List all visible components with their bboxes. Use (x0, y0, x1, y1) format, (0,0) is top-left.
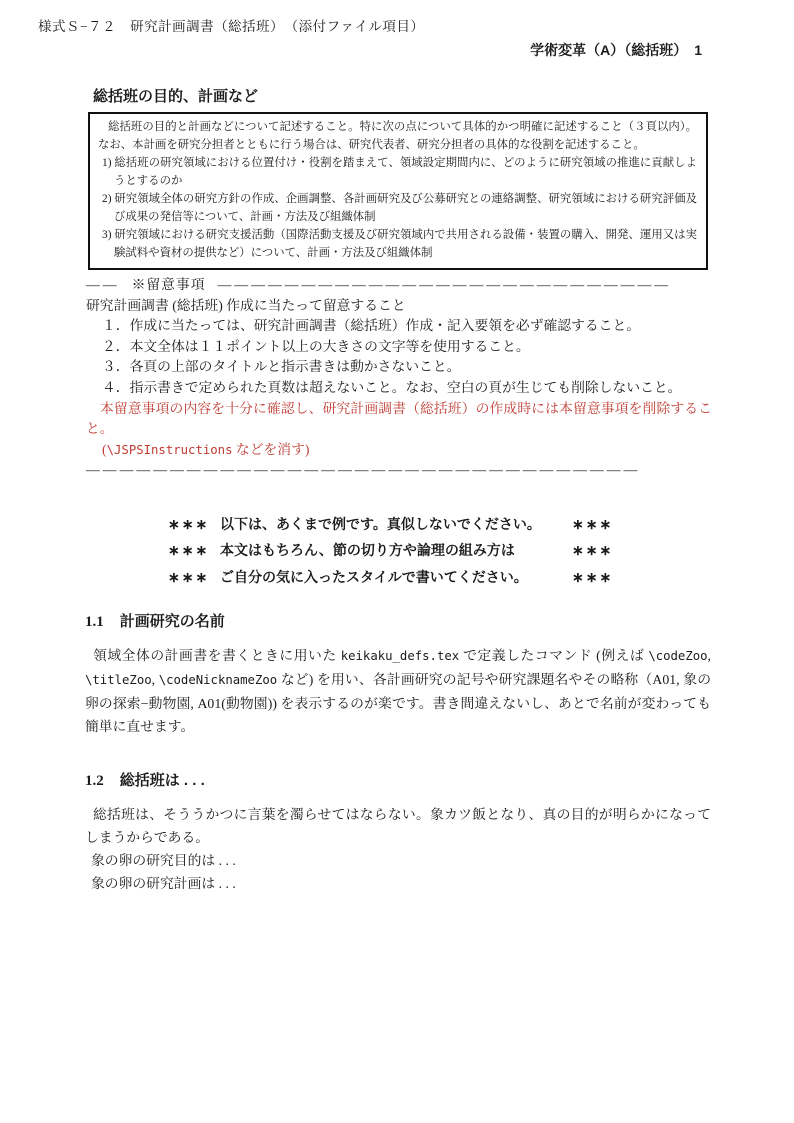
instruction-intro: 総括班の目的と計画などについて記述すること。特に次の点について具体的かつ明確に記述すること（３頁以内）。なお、本計画を研究分担者とともに行う場合は、研究代表者、研究分担者の具体的な役割を記述すること。 (98, 121, 697, 151)
banner-row (168, 511, 794, 538)
instruction-item: 2) 研究領域全体の研究方針の作成、企画調整、各計画研究及び公募研究との連絡調整、研究領域における研究評価及び成果の発信等について、計画・方法及び組織体制 (102, 193, 697, 223)
text-run: 総括班は、そううかつに言葉を濁らせてはならない。象カツ飯となり、真の目的が明らかになってしまうからである。 (85, 807, 711, 846)
paragraph (85, 872, 711, 895)
star-decoration: ∗∗∗ (168, 542, 210, 559)
section-1-2 (85, 769, 711, 895)
section-number: 1.2 (85, 773, 104, 790)
inline-code: \titleZoo (85, 673, 152, 688)
form-number-label: 様式Ｓ−７２ 研究計画調書（総括班） （添付ファイル項目） (38, 19, 425, 34)
notes-title: 研究計画調書 (総括班) 作成に当たって留意すること (86, 297, 406, 313)
inline-code: \JSPSInstructions (106, 442, 233, 457)
text-run: 象の卵の研究目的は . . . (91, 853, 236, 869)
instruction-box (88, 112, 708, 270)
notes-block (86, 275, 712, 481)
inline-code: \codeNicknameZoo (158, 673, 278, 688)
banner-text: ご自分の気に入ったスタイルで書いてください。 (220, 568, 528, 585)
text-run: など) を用い、各計画研究の記号や研究課題名やその略称（A01, 象の卵の探索−動物園, A01(動物園)) を表示するのが楽です。書き間違えないし、あとで名前が変わっても簡単に直せます。 (85, 672, 711, 735)
dash-decoration: ——————————————————————————— (217, 277, 672, 292)
text-run: , (151, 672, 159, 688)
section-number: 1.1 (85, 614, 104, 631)
section-1-1 (85, 610, 711, 738)
note-item: ３．各頁の上部のタイトルと指示書きは動かさないこと。 (102, 359, 461, 375)
paragraph (85, 849, 711, 872)
star-decoration: ∗∗∗ (168, 568, 210, 585)
banner-text: 本文はもちろん、節の切り方や論理の組み方は (220, 542, 515, 559)
text-run: 象の卵の研究計画は . . . (91, 876, 236, 892)
box-section-title: 総括班の目的、計画など (93, 88, 259, 105)
star-decoration: ∗∗∗ (572, 515, 614, 532)
note-item: ４．指示書きで定められた頁数は超えないこと。なお、空白の頁が生じても削除しないこと。 (102, 379, 682, 395)
notes-label: ※留意事項 (131, 277, 206, 292)
star-decoration: ∗∗∗ (168, 515, 210, 532)
star-decoration: ∗∗∗ (572, 568, 614, 585)
closing-divider: ————————————————————————————————— (86, 462, 641, 478)
text-run: 領域全体の計画書を書くときに用いた (93, 648, 341, 664)
banner-text: 以下は、あくまで例です。真似しないでください。 (220, 515, 541, 532)
banner-row (168, 537, 794, 564)
section-title-text: 計画研究の名前 (119, 613, 225, 631)
note-item: １．作成に当たっては、研究計画調書（総括班）作成・記入要領を必ず確認すること。 (102, 318, 641, 334)
text-run: , (707, 648, 711, 664)
paren-open: ( (102, 441, 107, 457)
inline-code: \codeZoo (648, 649, 708, 664)
star-decoration: ∗∗∗ (572, 542, 614, 559)
paragraph (85, 644, 711, 738)
notes-divider (86, 275, 712, 296)
inline-code: keikaku_defs.tex (340, 649, 460, 664)
section-heading (85, 769, 711, 790)
instruction-item: 3) 研究領域における研究支援活動（国際活動支援及び研究領域内で共用される設備・装置の購入、開発、運用又は実験試料や資材の提供など）について、計画・方法及び組織体制 (102, 229, 697, 259)
banner-row (168, 564, 794, 591)
example-banner (168, 511, 794, 591)
paren-close: などを消す) (232, 441, 310, 457)
instruction-item: 1) 総括班の研究領域における位置付け・役割を踏まえて、領域設定期間内に、どのように研究領域の推進に貢献しようとするのか (102, 157, 697, 187)
text-run: で定義したコマンド (例えば (459, 648, 649, 664)
page-header-label: 学術変革（A）（総括班） 1 (530, 42, 702, 58)
note-item: ２．本文全体は１１ポイント以上の大きさの文字等を使用すること。 (102, 338, 530, 354)
delete-notes-warning: 本留意事項の内容を十分に確認し、研究計画調書（総括班）の作成時には本留意事項を削除すること。 (86, 400, 712, 437)
section-title-text: 総括班は . . . (119, 772, 205, 790)
dash-decoration: —— (86, 277, 120, 292)
code-removal-note (102, 440, 712, 461)
section-heading (85, 610, 711, 631)
paragraph (85, 803, 711, 849)
